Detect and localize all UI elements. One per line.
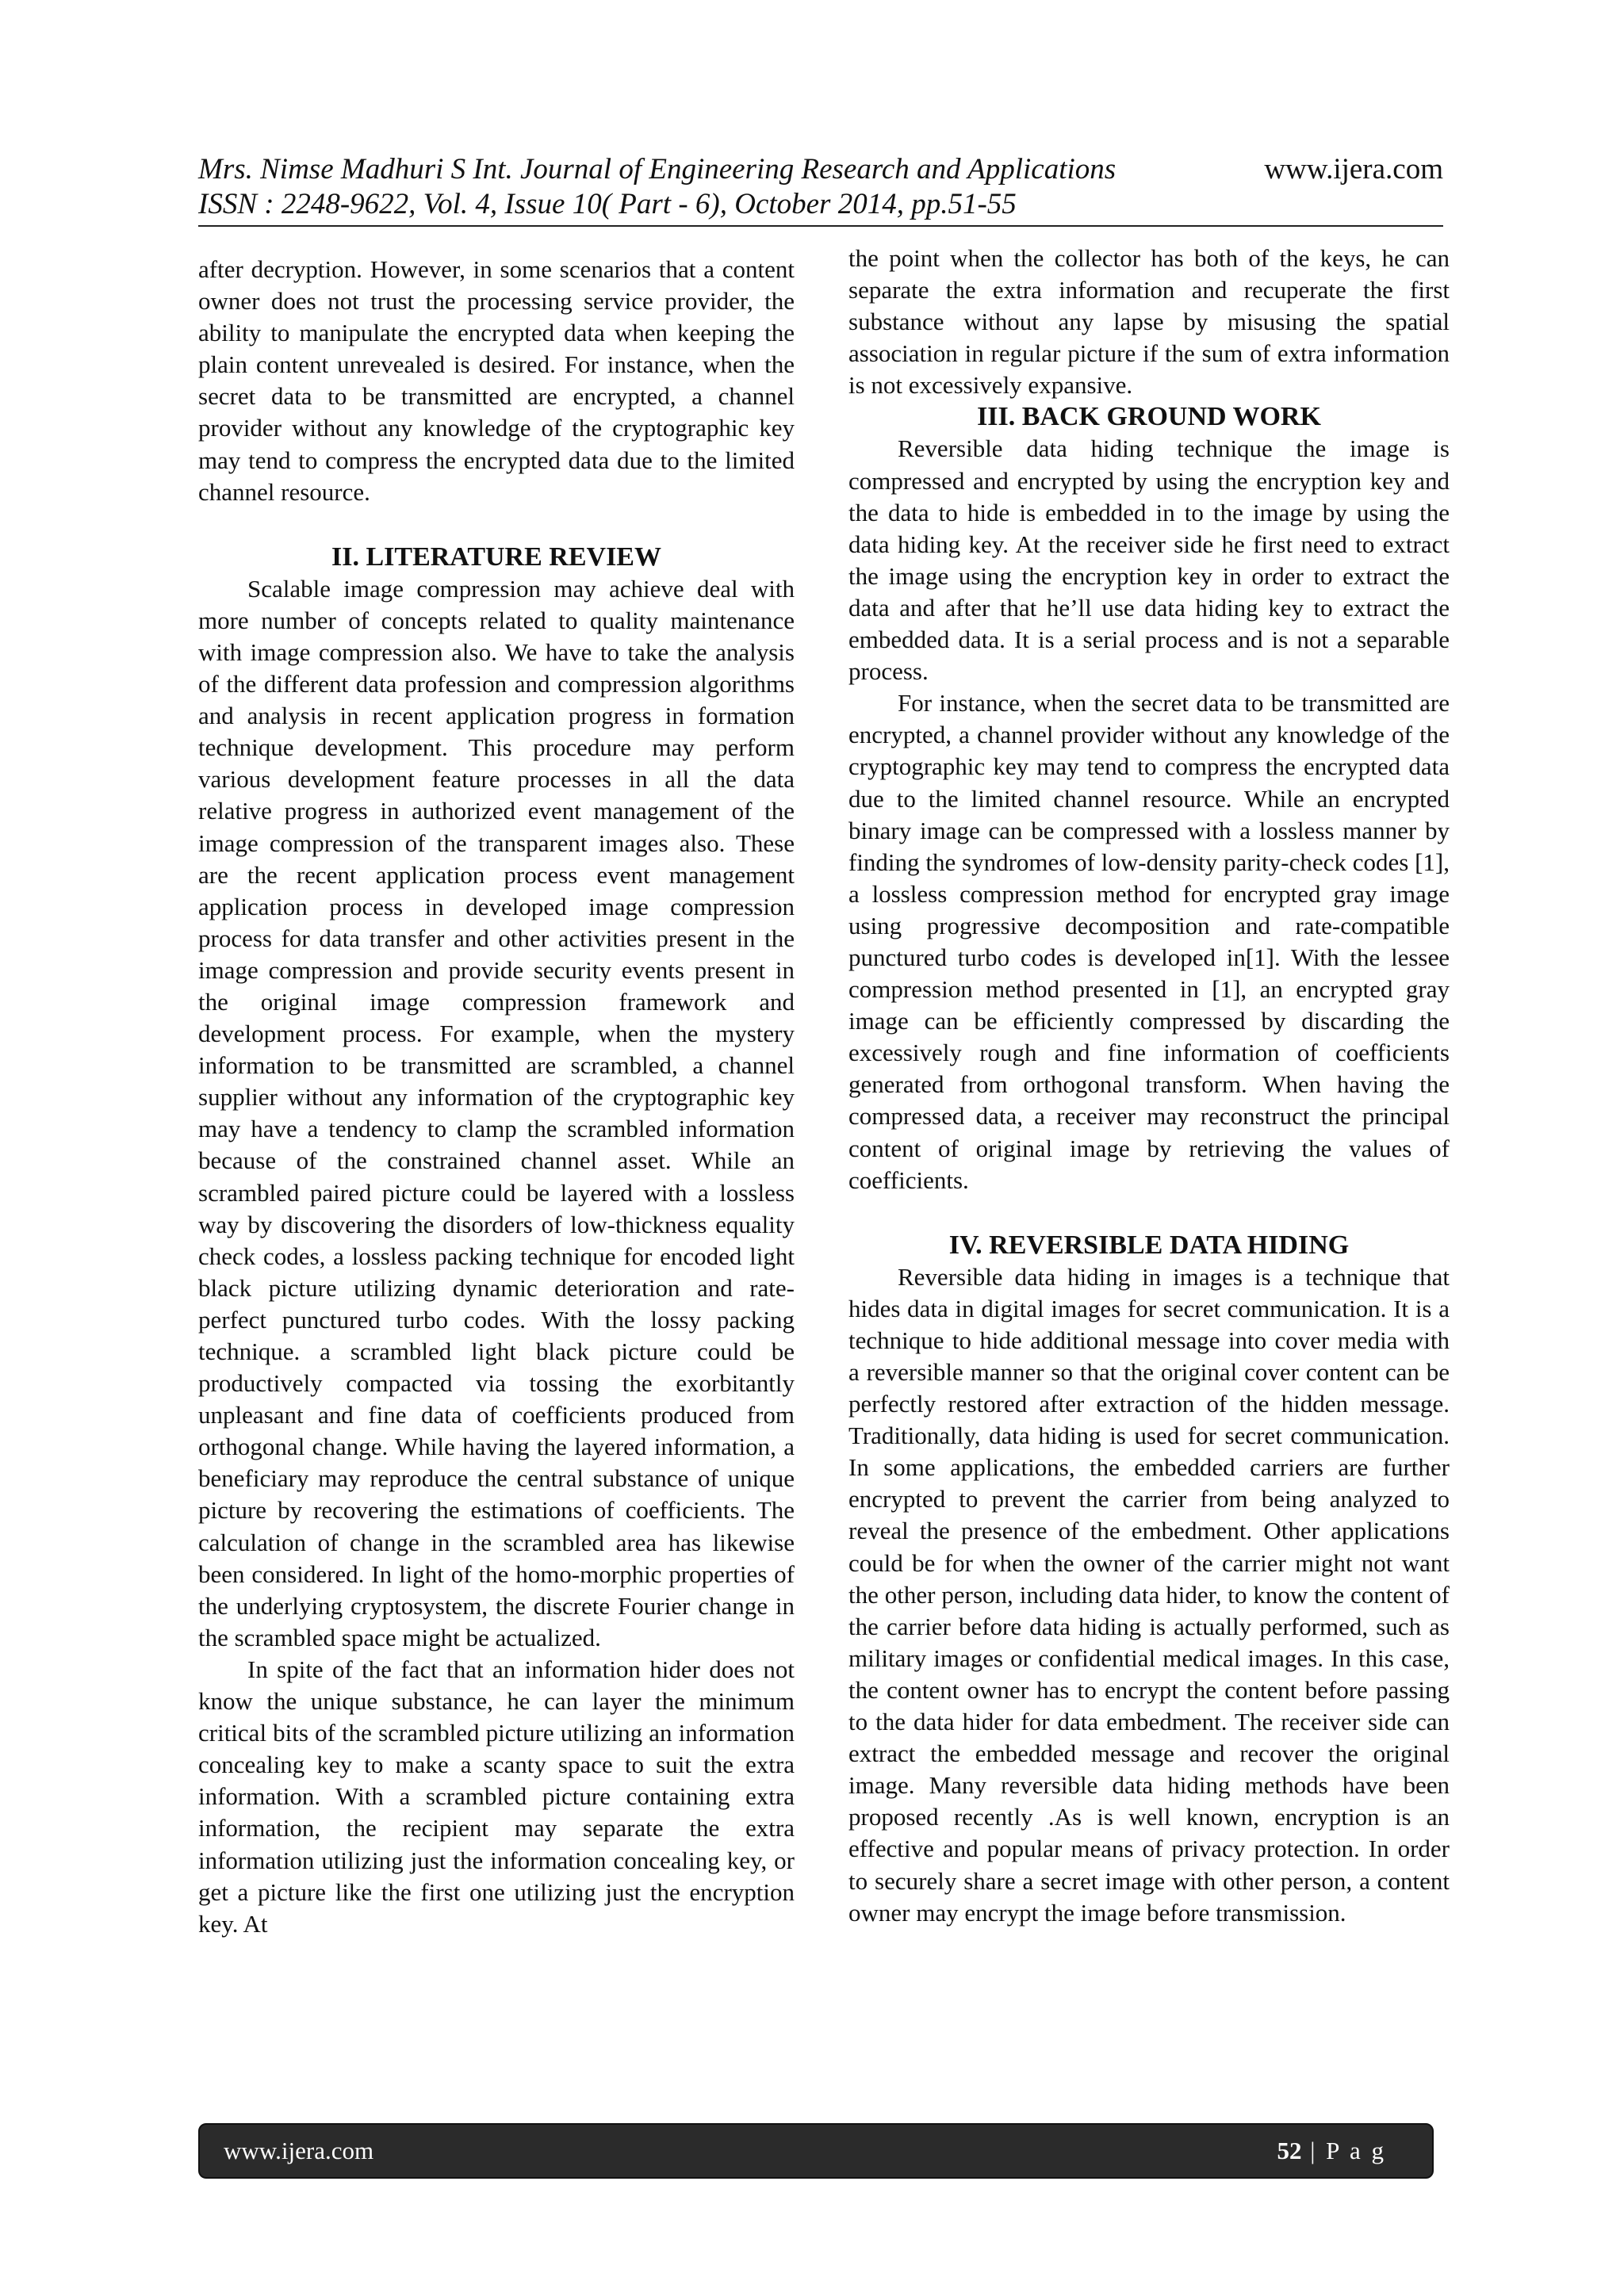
footer-page-indicator xyxy=(1277,2125,1386,2177)
running-header xyxy=(198,152,1443,222)
background-work-paragraph-1: Reversible data hiding technique the image is compressed and encrypted by using the encryption key and the data to hide is embedded in to the image by using the data hiding key. At the receiver side he first need to extract the image using the encryption key in order to extract the data and after that he’ll use data hiding key to extract the embedded data. It is a serial process and is not a separable process. xyxy=(848,434,1450,686)
issn-line: ISSN : 2248-9622, Vol. 4, Issue 10( Part - 6), October 2014, pp.51-55 xyxy=(198,188,1017,220)
background-work-paragraph-2: For instance, when the secret data to be transmitted are encrypted, a channel provider without any knowledge of the cryptographic key may tend to compress the encrypted data due to the limited channel resource. While an encrypted binary image can be compressed with a lossless manner by finding the syndromes of low-density parity-check codes [1], a lossless compression method for encrypted gray image using progressive decomposition and rate-compatible punctured turbo codes is developed in[1]. With the lessee compression method presented in [1], an encrypted gray image can be efficiently compressed by discarding the excessively rough and fine information of coefficients generated from orthogonal transform. When having the compressed data, a receiver may reconstruct the principal content of original image by retrieving the values of coefficients. xyxy=(848,689,1450,1194)
footer-website[interactable]: www.ijera.com xyxy=(224,2137,374,2164)
section-4-heading: IV. REVERSIBLE DATA HIDING xyxy=(948,1230,1350,1260)
journal-website[interactable]: www.ijera.com xyxy=(1264,153,1443,186)
reversible-data-hiding-paragraph: Reversible data hiding in images is a technique that hides data in digital images for secret communication. It is a technique to hide additional message into cover media with a reversible manner so that the original cover content can be perfectly restored after extraction of the hidden message. Traditionally, data hiding is used for secret communication. In some applications, the embedded carriers are further encrypted to prevent the carrier from being analyzed to reveal the presence of the embedment. Other applications could be for when the owner of the carrier might not want the other person, including data hider, to know the content of the carrier before data hiding is actually performed, such as military images or confidential medical images. In this case, the content owner has to encrypt the content before passing to the data hider for data embedment. The receiver side can extract the embedded message and recover the original image. Many reversible data hiding methods have been proposed recently .As is well known, encryption is an effective and popular means of privacy protection. In order to securely share a secret image with other person, a content owner may encrypt the image before transmission. xyxy=(848,1262,1450,1927)
intro-continuation-paragraph: after decryption. However, in some scenarios that a content owner does not trust the processing service provider, the ability to manipulate the encrypted data when keeping the plain content unrevealed is desired. For instance, when the secret data to be transmitted are encrypted, a channel provider without any knowledge of the cryptographic key may tend to compress the encrypted data due to the limited channel resource. xyxy=(198,255,795,506)
header-rule xyxy=(198,225,1443,227)
right-column xyxy=(848,243,1450,1929)
literature-review-paragraph-2: In spite of the fact that an information hider does not know the unique substance, he can layer the minimum critical bits of the scrambled picture utilizing an information concealing key to make a scanty space to suit the extra information. With a scrambled picture containing extra information, the recipient may separate the extra information utilizing just the information concealing key, or get a picture like the first one utilizing just the encryption key. At xyxy=(198,1655,795,1938)
page-footer xyxy=(198,2123,1434,2179)
right-continuation-paragraph: the point when the collector has both of the keys, he can separate the extra information and recuperate the first substance without any lapse by misusing the spatial association in regular picture if the sum of extra information is not excessively expansive. xyxy=(848,244,1450,400)
literature-review-paragraph-1: Scalable image compression may achieve deal with more number of concepts related to quality maintenance with image compression also. We have to take the analysis of the different data profession and compression algorithms and analysis in recent application progress in formation technique development. This procedure may perform various development feature processes in all the data relative progress in authorized event management of the image compression of the transparent images also. These are the recent application process event management application process in developed image compression process for data transfer and other activities present in the image compression and provide security events present in the original image compression framework and development process. For example, when the mystery information to be transmitted are scrambled, a channel supplier without any information of the cryptographic key may have a tendency to clamp the scrambled information because of the constrained channel asset. While an scrambled paired picture could be layered with a lossless way by discovering the disorders of low-thickness equality check codes, a lossless packing technique for encoded light black picture utilizing dynamic deterioration and rate-perfect punctured turbo codes. With the lossy packing technique. a scrambled light black picture could be productively compacted via tossing the exorbitantly unpleasant and fine data of coefficients produced from orthogonal change. While having the layered information, a beneficiary may reproduce the central substance of unique picture by recovering the estimations of coefficients. The calculation of change in the scrambled area has likewise been considered. In light of the homo-morphic properties of the underlying cryptosystem, the discrete Fourier change in the scrambled space might be actualized. xyxy=(198,574,795,1651)
section-2-heading: II. LITERATURE REVIEW xyxy=(331,541,661,572)
page-number: 52 xyxy=(1277,2137,1302,2164)
page-label: | P a g xyxy=(1301,2137,1386,2164)
left-column xyxy=(198,254,795,1940)
section-3-heading: III. BACK GROUND WORK xyxy=(977,402,1321,432)
journal-citation: Mrs. Nimse Madhuri S Int. Journal of Engineering Research and Applications xyxy=(198,153,1116,186)
header-line-1 xyxy=(198,152,1443,187)
